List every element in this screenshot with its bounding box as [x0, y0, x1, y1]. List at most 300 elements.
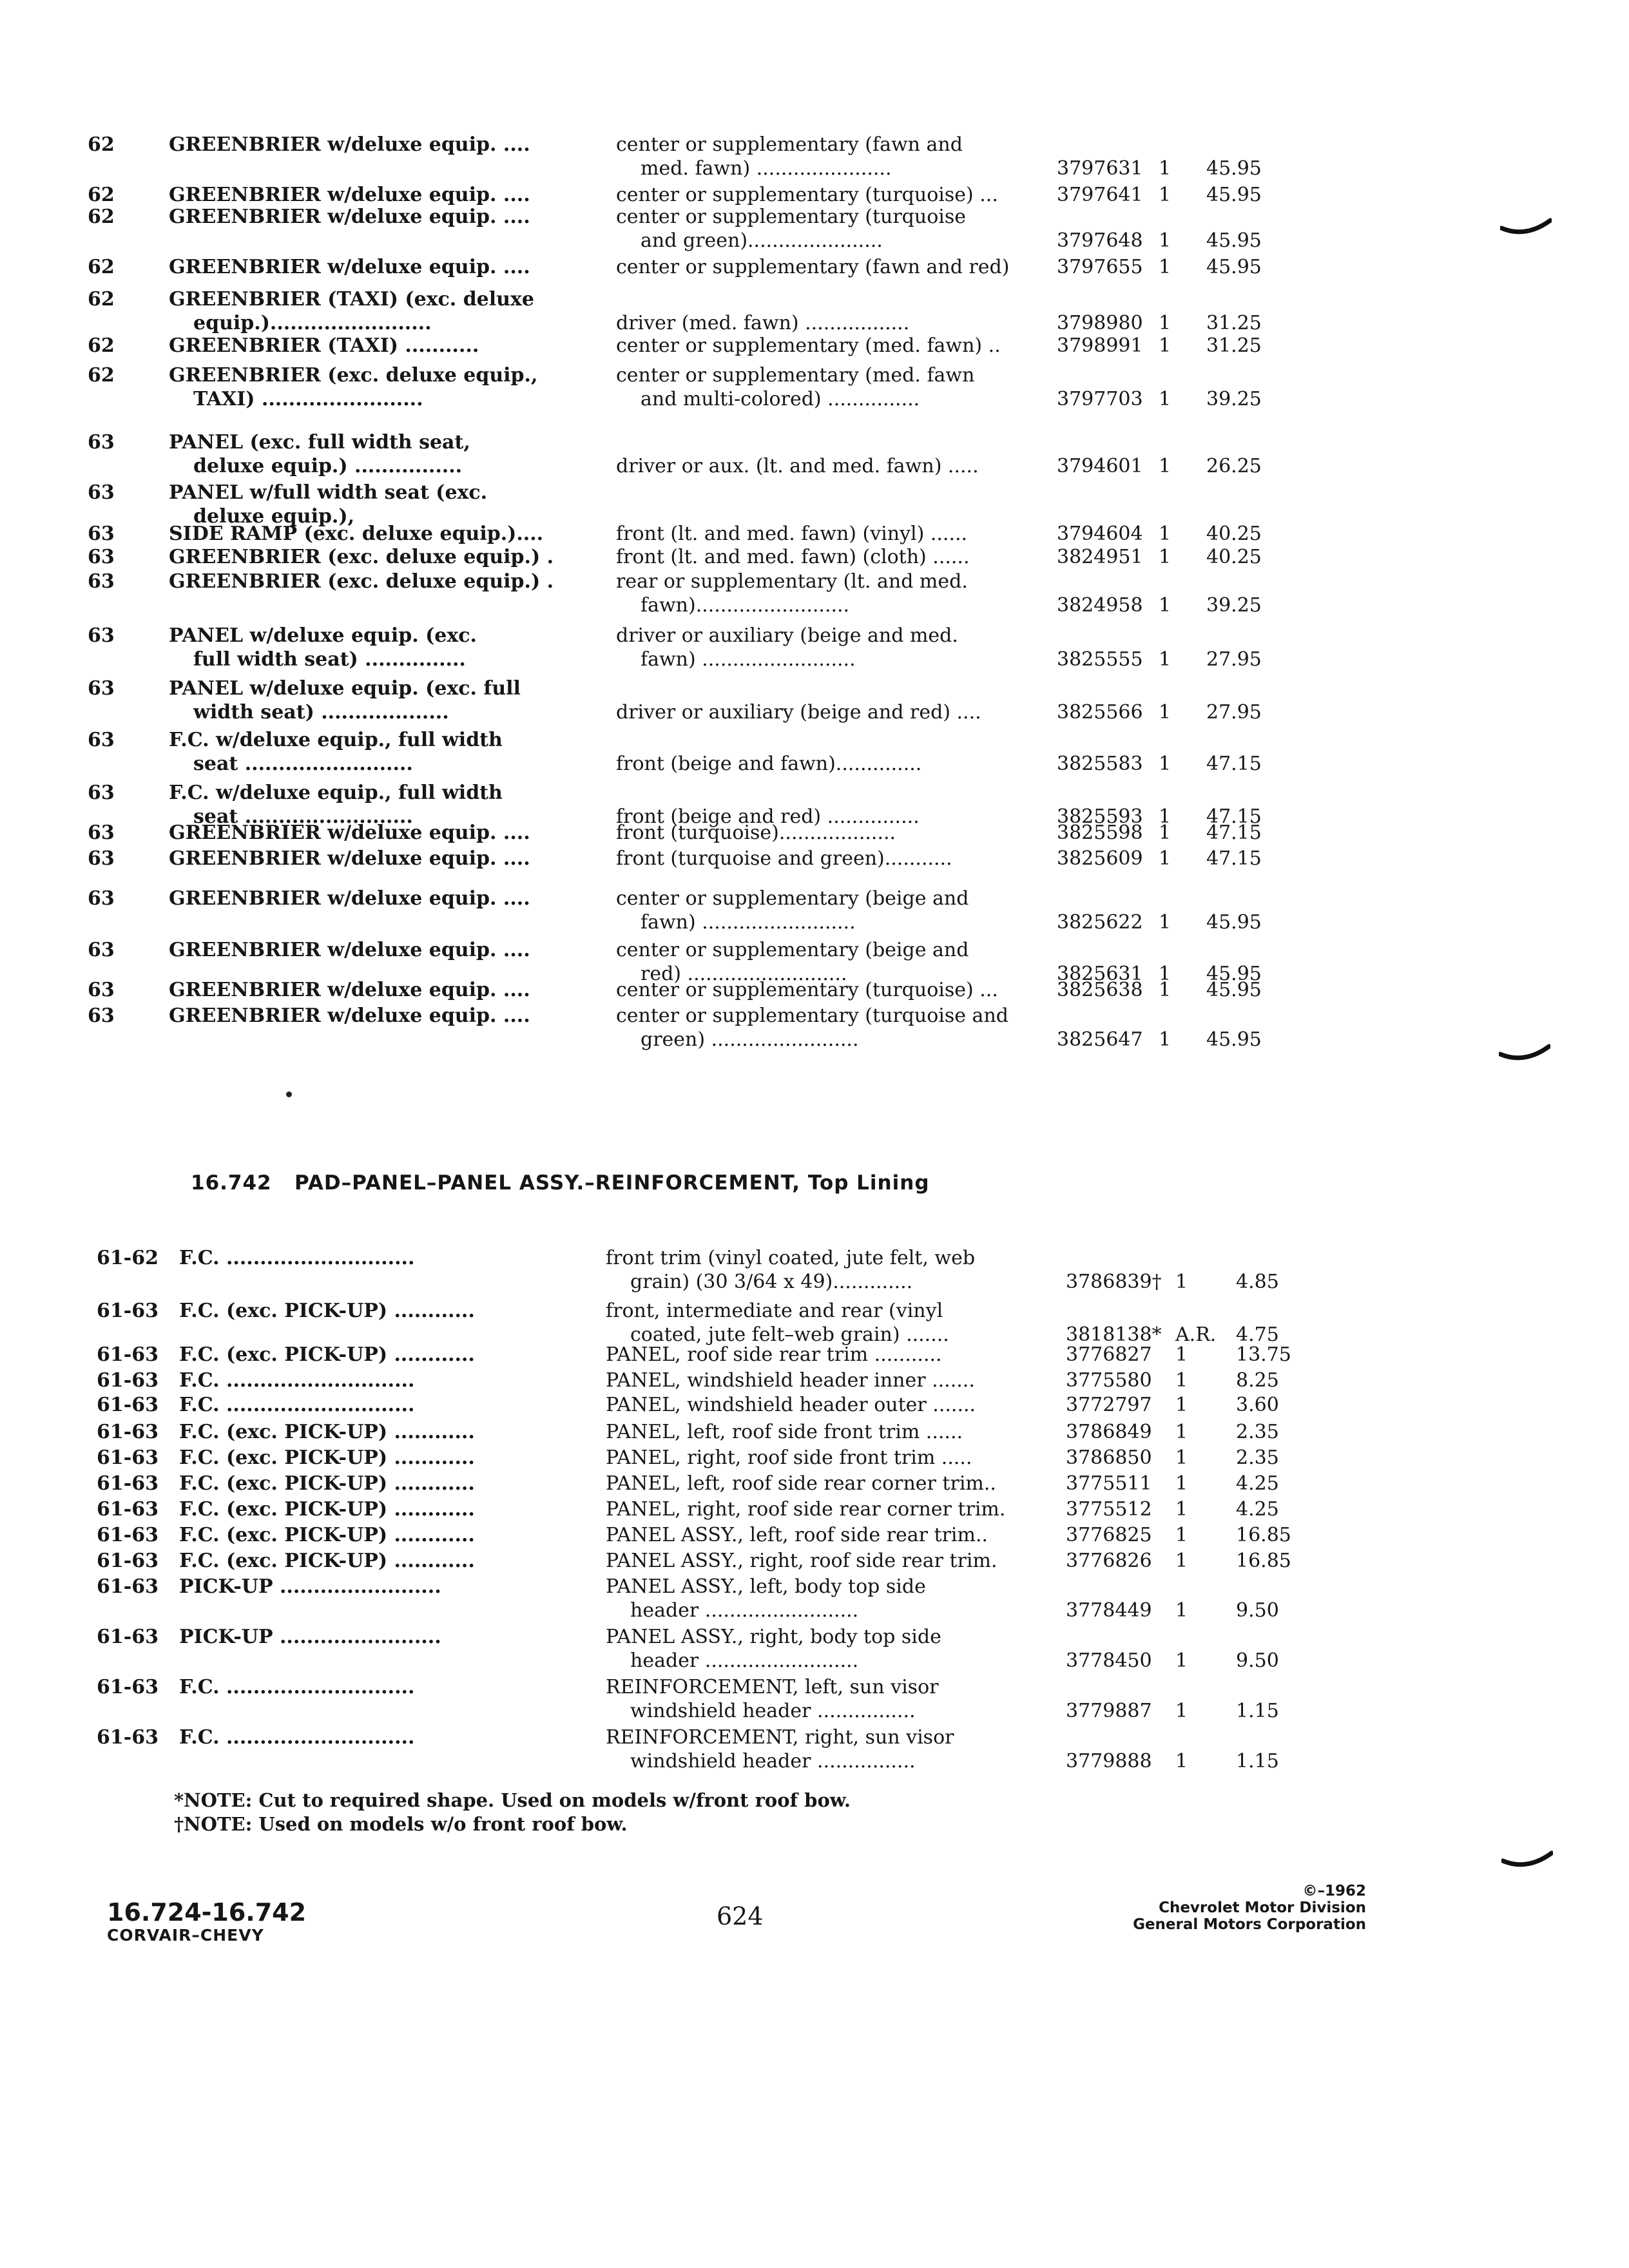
list-price: 45.95 — [1206, 184, 1262, 206]
model-line: PANEL (exc. full width seat, — [169, 431, 470, 454]
edge-mark-middle — [1499, 1043, 1550, 1068]
model-line: equip.)........................ — [193, 312, 432, 334]
description-line: front trim (vinyl coated, jute felt, web — [606, 1247, 976, 1269]
model-applicability — [169, 1004, 530, 1028]
description-line: PANEL ASSY., right, roof side rear trim. — [606, 1550, 998, 1572]
part-number: 3775512 — [1066, 1498, 1152, 1521]
part-description — [606, 1575, 926, 1622]
model-applicability — [179, 1369, 414, 1392]
description-line: PANEL, right, roof side front trim ..... — [606, 1446, 972, 1469]
part-number: 3797655 — [1057, 256, 1143, 278]
part-description — [616, 752, 921, 776]
part-description — [616, 311, 909, 335]
list-price: 45.95 — [1206, 229, 1262, 252]
quantity: 1 — [1159, 648, 1171, 671]
list-price: 9.50 — [1236, 1649, 1279, 1672]
part-description — [606, 1625, 941, 1673]
list-price: 27.95 — [1206, 701, 1262, 724]
part-number: 3825609 — [1057, 847, 1143, 870]
model-year: 62 — [88, 206, 115, 228]
model-applicability — [169, 363, 537, 411]
description-line: PANEL, right, roof side rear corner trim. — [606, 1498, 1006, 1521]
model-line: F.C. (exc. PICK-UP) ............ — [179, 1421, 475, 1443]
description-line: center or supplementary (med. fawn) .. — [616, 334, 1001, 357]
model-line: PANEL w/deluxe equip. (exc. full — [169, 677, 521, 700]
part-number: 3779888 — [1066, 1750, 1152, 1773]
list-price: 16.85 — [1236, 1550, 1291, 1572]
model-applicability — [169, 334, 479, 358]
model-year: 61-63 — [97, 1575, 159, 1598]
model-year: 63 — [88, 431, 115, 454]
model-applicability — [179, 1497, 475, 1521]
model-applicability — [169, 183, 530, 207]
model-year: 63 — [88, 523, 115, 545]
part-number: 3825598 — [1057, 822, 1143, 844]
model-line: F.C. (exc. PICK-UP) ............ — [179, 1300, 475, 1322]
description-line: header ......................... — [630, 1649, 859, 1672]
model-year: 61-63 — [97, 1446, 159, 1469]
model-line: GREENBRIER w/deluxe equip. .... — [169, 1004, 530, 1027]
part-number: 3775511 — [1066, 1472, 1152, 1495]
part-description — [616, 183, 998, 207]
model-applicability — [179, 1523, 475, 1547]
part-number: 3786850 — [1066, 1446, 1152, 1469]
model-applicability — [169, 545, 554, 569]
model-line: full width seat) ............... — [193, 648, 466, 671]
quantity: 1 — [1175, 1550, 1188, 1572]
edge-mark-top — [1500, 216, 1552, 242]
part-description — [606, 1343, 942, 1367]
description-line: center or supplementary (beige and — [616, 887, 969, 910]
part-number: 3825555 — [1057, 648, 1143, 671]
quantity: 1 — [1159, 963, 1171, 985]
description-line: PANEL, windshield header inner ....... — [606, 1369, 975, 1392]
part-number: 3824951 — [1057, 546, 1143, 568]
model-year: 63 — [88, 481, 115, 504]
list-price: 45.95 — [1206, 1028, 1262, 1051]
part-description — [616, 700, 981, 724]
description-line: grain) (30 3/64 x 49)............. — [630, 1271, 913, 1293]
part-description — [616, 255, 1009, 279]
part-description — [606, 1725, 954, 1773]
model-applicability — [179, 1420, 475, 1444]
quantity: 1 — [1175, 1343, 1188, 1366]
quantity: 1 — [1159, 805, 1171, 828]
model-applicability — [169, 887, 530, 910]
description-line: driver or aux. (lt. and med. fawn) ..... — [616, 455, 979, 477]
section-number: 16.742 — [191, 1171, 272, 1195]
list-price: 4.75 — [1236, 1323, 1279, 1346]
model-line: PICK-UP ........................ — [179, 1626, 441, 1648]
model-year: 61-62 — [97, 1247, 159, 1269]
part-number: 3797703 — [1057, 388, 1143, 410]
description-line: driver or auxiliary (beige and red) .... — [616, 701, 981, 724]
model-applicability — [169, 133, 530, 157]
model-line: F.C. (exc. PICK-UP) ............ — [179, 1498, 475, 1521]
part-description — [616, 363, 974, 411]
model-year: 63 — [88, 847, 115, 870]
list-price: 26.25 — [1206, 455, 1262, 477]
part-description — [606, 1393, 976, 1417]
part-number: 3794604 — [1057, 523, 1143, 545]
section-title: PAD–PANEL–PANEL ASSY.–REINFORCEMENT, Top Lining — [294, 1171, 930, 1195]
model-line: F.C. ............................ — [179, 1394, 415, 1416]
quantity: 1 — [1159, 455, 1171, 477]
footer-section-range: 16.724-16.742 — [107, 1898, 307, 1927]
list-price: 1.15 — [1236, 1750, 1279, 1773]
description-line: PANEL, left, roof side rear corner trim.. — [606, 1472, 996, 1495]
note-dagger: †NOTE: Used on models w/o front roof bow. — [174, 1813, 628, 1835]
quantity: 1 — [1159, 334, 1171, 357]
part-number: 3825631 — [1057, 963, 1143, 985]
model-year: 61-63 — [97, 1369, 159, 1392]
part-description — [616, 454, 979, 478]
model-year: 63 — [88, 546, 115, 568]
footer-right — [1133, 1883, 1366, 1933]
model-line: GREENBRIER w/deluxe equip. .... — [169, 847, 530, 870]
quantity: 1 — [1175, 1369, 1188, 1392]
model-line: SIDE RAMP (exc. deluxe equip.).... — [169, 523, 544, 545]
footer-left — [107, 1898, 306, 1945]
part-number: 3786839† — [1066, 1271, 1162, 1293]
list-price: 39.25 — [1206, 388, 1262, 410]
model-year: 61-63 — [97, 1394, 159, 1416]
model-year: 61-63 — [97, 1626, 159, 1648]
model-line: F.C. w/deluxe equip., full width — [169, 729, 503, 751]
model-year: 61-63 — [97, 1726, 159, 1749]
list-price: 31.25 — [1206, 312, 1262, 334]
description-line: fawn) ......................... — [641, 648, 856, 671]
part-number: 3772797 — [1066, 1394, 1152, 1416]
description-line: front (lt. and med. fawn) (cloth) ...... — [616, 546, 970, 568]
description-line: header ......................... — [630, 1599, 859, 1622]
quantity: 1 — [1159, 312, 1171, 334]
model-line: PANEL w/deluxe equip. (exc. — [169, 624, 477, 647]
description-line: center or supplementary (beige and — [616, 939, 969, 961]
model-applicability — [179, 1725, 414, 1749]
list-price: 4.85 — [1236, 1271, 1279, 1293]
model-applicability — [169, 821, 530, 845]
model-applicability — [179, 1472, 475, 1495]
model-line: F.C. ............................ — [179, 1726, 415, 1749]
model-line: seat ......................... — [193, 753, 413, 775]
model-applicability — [169, 677, 521, 724]
part-number: 3825647 — [1057, 1028, 1143, 1051]
description-line: front (beige and red) ............... — [616, 805, 920, 828]
description-line: front (turquoise)................... — [616, 822, 896, 844]
model-year: 61-63 — [97, 1421, 159, 1443]
part-description — [616, 522, 967, 546]
model-line: F.C. (exc. PICK-UP) ............ — [179, 1343, 475, 1366]
model-year: 61-63 — [97, 1524, 159, 1546]
list-price: 4.25 — [1236, 1472, 1279, 1495]
model-year: 63 — [88, 1004, 115, 1027]
description-line: center or supplementary (turquoise — [616, 206, 967, 228]
quantity: 1 — [1159, 847, 1171, 870]
model-line: GREENBRIER w/deluxe equip. .... — [169, 256, 530, 278]
description-line: REINFORCEMENT, left, sun visor — [606, 1676, 939, 1698]
quantity: 1 — [1159, 256, 1171, 278]
model-line: GREENBRIER w/deluxe equip. .... — [169, 822, 530, 844]
description-line: fawn)......................... — [641, 594, 850, 617]
description-line: center or supplementary (turquoise) ... — [616, 979, 998, 1001]
list-price: 45.95 — [1206, 963, 1262, 985]
model-applicability — [169, 624, 477, 671]
model-line: GREENBRIER w/deluxe equip. .... — [169, 887, 530, 910]
list-price: 40.25 — [1206, 523, 1262, 545]
section-heading — [191, 1171, 930, 1195]
list-price: 9.50 — [1236, 1599, 1279, 1622]
model-year: 61-63 — [97, 1676, 159, 1698]
quantity: 1 — [1175, 1421, 1188, 1443]
model-line: GREENBRIER (exc. deluxe equip.) . — [169, 546, 554, 568]
part-description — [606, 1497, 1005, 1521]
list-price: 4.25 — [1236, 1498, 1279, 1521]
model-year: 63 — [88, 570, 115, 593]
part-number: 3798980 — [1057, 312, 1143, 334]
part-number: 3776826 — [1066, 1550, 1152, 1572]
part-number: 3786849 — [1066, 1421, 1152, 1443]
description-line: PANEL, left, roof side front trim ...... — [606, 1421, 963, 1443]
model-year: 63 — [88, 624, 115, 647]
note-asterisk: *NOTE: Cut to required shape. Used on models w/front roof bow. — [174, 1789, 851, 1811]
model-applicability — [179, 1246, 414, 1270]
quantity: 1 — [1159, 753, 1171, 775]
model-year: 63 — [88, 887, 115, 910]
list-price: 47.15 — [1206, 753, 1262, 775]
part-number: 3825638 — [1057, 979, 1143, 1001]
part-description — [616, 978, 998, 1002]
model-line: TAXI) ........................ — [193, 388, 423, 410]
model-line: PICK-UP ........................ — [179, 1575, 441, 1598]
quantity: 1 — [1175, 1446, 1188, 1469]
description-line: PANEL ASSY., left, body top side — [606, 1575, 926, 1598]
list-price: 47.15 — [1206, 805, 1262, 828]
model-applicability — [169, 570, 554, 593]
description-line: PANEL ASSY., right, body top side — [606, 1626, 941, 1648]
model-applicability — [169, 481, 487, 528]
model-year: 61-63 — [97, 1472, 159, 1495]
model-line: deluxe equip.), — [193, 505, 355, 528]
part-number: 3797641 — [1057, 184, 1143, 206]
model-year: 63 — [88, 822, 115, 844]
footer-corporation: General Motors Corporation — [1133, 1916, 1366, 1933]
model-year: 63 — [88, 939, 115, 961]
quantity: 1 — [1159, 911, 1171, 934]
part-description — [616, 847, 952, 870]
list-price: 13.75 — [1236, 1343, 1291, 1366]
edge-mark-bottom — [1501, 1849, 1553, 1875]
model-year: 62 — [88, 334, 115, 357]
part-number: 3824958 — [1057, 594, 1143, 617]
description-line: coated, jute felt–web grain) ....... — [630, 1323, 949, 1346]
part-description — [606, 1246, 975, 1294]
description-line: windshield header ................ — [630, 1700, 916, 1722]
description-line: and green)...................... — [641, 229, 883, 252]
part-number: 3798991 — [1057, 334, 1143, 357]
model-line: GREENBRIER (TAXI) ........... — [169, 334, 479, 357]
list-price: 45.95 — [1206, 911, 1262, 934]
model-line: seat ......................... — [193, 805, 413, 828]
model-applicability — [169, 205, 530, 229]
part-number: 3775580 — [1066, 1369, 1152, 1392]
description-line: center or supplementary (turquoise and — [616, 1004, 1008, 1027]
list-price: 39.25 — [1206, 594, 1262, 617]
model-applicability — [179, 1625, 441, 1649]
description-line: med. fawn) ...................... — [641, 157, 892, 180]
model-line: width seat) ................... — [193, 701, 449, 724]
description-line: driver (med. fawn) ................. — [616, 312, 910, 334]
list-price: 47.15 — [1206, 822, 1262, 844]
model-line: GREENBRIER w/deluxe equip. .... — [169, 184, 530, 206]
model-applicability — [179, 1549, 475, 1573]
part-description — [616, 133, 963, 180]
model-applicability — [169, 728, 503, 776]
part-description — [606, 1420, 963, 1444]
list-price: 31.25 — [1206, 334, 1262, 357]
quantity: 1 — [1159, 157, 1171, 180]
model-applicability — [169, 978, 530, 1002]
model-line: GREENBRIER w/deluxe equip. .... — [169, 979, 530, 1001]
model-line: F.C. ............................ — [179, 1369, 415, 1392]
footer-copyright: ©–1962 — [1302, 1883, 1366, 1899]
model-year: 63 — [88, 729, 115, 751]
quantity: 1 — [1159, 701, 1171, 724]
model-applicability — [179, 1393, 414, 1417]
part-description — [616, 1004, 1008, 1052]
model-year: 62 — [88, 364, 115, 387]
model-applicability — [169, 287, 534, 335]
part-description — [606, 1446, 972, 1470]
model-line: GREENBRIER w/deluxe equip. .... — [169, 206, 530, 228]
description-line: REINFORCEMENT, right, sun visor — [606, 1726, 954, 1749]
list-price: 45.95 — [1206, 979, 1262, 1001]
model-line: F.C. w/deluxe equip., full width — [169, 782, 503, 804]
part-number: 3825593 — [1057, 805, 1143, 828]
list-price: 16.85 — [1236, 1524, 1291, 1546]
model-line: F.C. (exc. PICK-UP) ............ — [179, 1472, 475, 1495]
part-description — [616, 334, 1001, 358]
part-description — [616, 821, 896, 845]
list-price: 8.25 — [1236, 1369, 1279, 1392]
model-year: 61-63 — [97, 1300, 159, 1322]
part-description — [606, 1549, 998, 1573]
quantity: 1 — [1175, 1472, 1188, 1495]
model-line: F.C. ............................ — [179, 1247, 415, 1269]
model-applicability — [169, 522, 543, 546]
part-description — [606, 1523, 988, 1547]
list-price: 1.15 — [1236, 1700, 1279, 1722]
model-applicability — [179, 1575, 441, 1599]
part-description — [616, 205, 966, 253]
quantity: 1 — [1159, 523, 1171, 545]
part-description — [616, 570, 968, 617]
description-line: red) .......................... — [641, 963, 847, 985]
quantity: 1 — [1159, 546, 1171, 568]
part-description — [616, 545, 970, 569]
model-line: F.C. (exc. PICK-UP) ............ — [179, 1524, 475, 1546]
description-line: front (turquoise and green)........... — [616, 847, 952, 870]
part-number: 3778450 — [1066, 1649, 1152, 1672]
part-number: 3818138* — [1066, 1323, 1162, 1346]
description-line: front (lt. and med. fawn) (vinyl) ...... — [616, 523, 968, 545]
list-price: 2.35 — [1236, 1421, 1279, 1443]
quantity: 1 — [1175, 1750, 1188, 1773]
description-line: center or supplementary (fawn and red) — [616, 256, 1010, 278]
part-description — [606, 1299, 949, 1347]
model-line: deluxe equip.) ................ — [193, 455, 463, 477]
model-line: F.C. ............................ — [179, 1676, 415, 1698]
model-line: GREENBRIER (exc. deluxe equip.) . — [169, 570, 554, 593]
model-year: 62 — [88, 288, 115, 311]
list-price: 40.25 — [1206, 546, 1262, 568]
quantity: 1 — [1159, 1028, 1171, 1051]
model-year: 63 — [88, 979, 115, 1001]
part-number: 3776827 — [1066, 1343, 1152, 1366]
model-year: 63 — [88, 677, 115, 700]
part-number: 3779887 — [1066, 1700, 1152, 1722]
quantity: 1 — [1175, 1271, 1188, 1293]
model-applicability — [169, 847, 530, 870]
model-line: PANEL w/full width seat (exc. — [169, 481, 488, 504]
model-applicability — [169, 938, 530, 962]
description-line: center or supplementary (med. fawn — [616, 364, 975, 387]
model-applicability — [179, 1446, 475, 1470]
list-price: 27.95 — [1206, 648, 1262, 671]
part-number: 3825583 — [1057, 753, 1143, 775]
footer-division: Chevrolet Motor Division — [1159, 1899, 1366, 1916]
model-year: 61-63 — [97, 1550, 159, 1572]
description-line: windshield header ................ — [630, 1750, 916, 1773]
part-description — [616, 624, 958, 671]
part-description — [606, 1472, 996, 1495]
part-number: 3825622 — [1057, 911, 1143, 934]
model-applicability — [179, 1343, 475, 1367]
quantity: 1 — [1175, 1649, 1188, 1672]
quantity: 1 — [1175, 1599, 1188, 1622]
model-line: F.C. (exc. PICK-UP) ............ — [179, 1446, 475, 1469]
model-year: 62 — [88, 256, 115, 278]
model-year: 61-63 — [97, 1498, 159, 1521]
page-number: 624 — [717, 1902, 764, 1930]
description-line: PANEL ASSY., left, roof side rear trim.. — [606, 1524, 988, 1546]
model-year: 62 — [88, 184, 115, 206]
model-line: GREENBRIER (exc. deluxe equip., — [169, 364, 538, 387]
quantity: 1 — [1159, 822, 1171, 844]
model-line: GREENBRIER w/deluxe equip. .... — [169, 133, 530, 156]
notes-block — [174, 1789, 851, 1836]
quantity: 1 — [1175, 1524, 1188, 1546]
quantity: 1 — [1175, 1700, 1188, 1722]
description-line: front, intermediate and rear (vinyl — [606, 1300, 943, 1322]
description-line: center or supplementary (turquoise) ... — [616, 184, 998, 206]
model-applicability — [179, 1675, 414, 1699]
description-line: and multi-colored) ............... — [641, 388, 920, 410]
part-number: 3797631 — [1057, 157, 1143, 180]
part-description — [606, 1675, 938, 1723]
model-applicability — [179, 1299, 475, 1323]
description-line: PANEL, windshield header outer ....... — [606, 1394, 976, 1416]
model-line: F.C. (exc. PICK-UP) ............ — [179, 1550, 475, 1572]
description-line: front (beige and fawn).............. — [616, 753, 922, 775]
part-number: 3794601 — [1057, 455, 1143, 477]
quantity: 1 — [1159, 229, 1171, 252]
footer-book-name: CORVAIR–CHEVY — [107, 1926, 264, 1945]
part-number: 3778449 — [1066, 1599, 1152, 1622]
list-price: 45.95 — [1206, 157, 1262, 180]
list-price: 3.60 — [1236, 1394, 1279, 1416]
list-price: 47.15 — [1206, 847, 1262, 870]
